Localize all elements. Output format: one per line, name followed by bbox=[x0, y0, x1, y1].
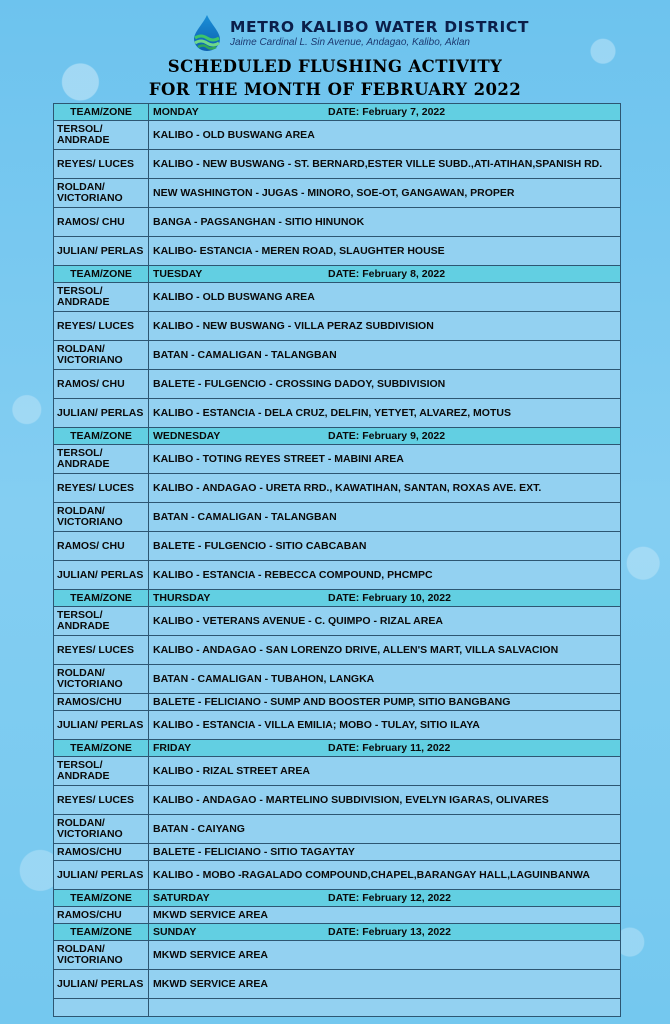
table-row bbox=[54, 150, 620, 179]
team-cell: ROLDAN/ VICTORIANO bbox=[54, 503, 149, 531]
team-cell: TERSOL/ ANDRADE bbox=[54, 607, 149, 635]
empty-cell bbox=[149, 999, 620, 1016]
table-row bbox=[54, 532, 620, 561]
page-title: SCHEDULED FLUSHING ACTIVITY bbox=[167, 57, 503, 76]
team-cell: REYES/ LUCES bbox=[54, 474, 149, 502]
team-cell: JULIAN/ PERLAS bbox=[54, 970, 149, 998]
area-cell: KALIBO - ESTANCIA - REBECCA COMPOUND, PHCMPC bbox=[153, 569, 433, 581]
table-row bbox=[54, 312, 620, 341]
team-cell: ROLDAN/ VICTORIANO bbox=[54, 941, 149, 969]
area-cell: BALETE - FELICIANO - SUMP AND BOOSTER PUMP, SITIO BANGBANG bbox=[153, 696, 511, 708]
day-date-cell bbox=[149, 590, 620, 606]
team-zone-header: TEAM/ZONE bbox=[54, 740, 149, 756]
table-row bbox=[54, 607, 620, 636]
area-cell: KALIBO - OLD BUSWANG AREA bbox=[153, 291, 315, 303]
day-name: TUESDAY bbox=[153, 268, 203, 280]
team-zone-header: TEAM/ZONE bbox=[54, 924, 149, 940]
area-cell: BATAN - CAIYANG bbox=[153, 823, 245, 835]
team-zone-header: TEAM/ZONE bbox=[54, 104, 149, 120]
empty-footer-row bbox=[54, 999, 620, 1016]
area-cell: BALETE - FULGENCIO - SITIO CABCABAN bbox=[153, 540, 367, 552]
team-cell: REYES/ LUCES bbox=[54, 150, 149, 178]
team-cell: RAMOS/CHU bbox=[54, 844, 149, 860]
team-cell: JULIAN/ PERLAS bbox=[54, 399, 149, 427]
area-cell: KALIBO - ESTANCIA - VILLA EMILIA; MOBO - TULAY, SITIO ILAYA bbox=[153, 719, 480, 731]
team-cell: JULIAN/ PERLAS bbox=[54, 711, 149, 739]
team-cell: ROLDAN/ VICTORIANO bbox=[54, 665, 149, 693]
day-date-cell bbox=[149, 740, 620, 756]
table-row bbox=[54, 179, 620, 208]
day-name: SUNDAY bbox=[153, 926, 197, 938]
day-header-row bbox=[54, 428, 620, 445]
team-cell: REYES/ LUCES bbox=[54, 312, 149, 340]
area-cell: KALIBO- ESTANCIA - MEREN ROAD, SLAUGHTER HOUSE bbox=[153, 245, 445, 257]
team-cell: TERSOL/ ANDRADE bbox=[54, 445, 149, 473]
team-cell: RAMOS/ CHU bbox=[54, 532, 149, 560]
area-cell: NEW WASHINGTON - JUGAS - MINORO, SOE-OT, GANGAWAN, PROPER bbox=[153, 187, 515, 199]
day-date-cell bbox=[149, 104, 620, 120]
table-row bbox=[54, 815, 620, 844]
table-row bbox=[54, 503, 620, 532]
area-cell: BANGA - PAGSANGHAN - SITIO HINUNOK bbox=[153, 216, 365, 228]
area-cell: MKWD SERVICE AREA bbox=[153, 978, 268, 990]
table-row bbox=[54, 341, 620, 370]
schedule-date: DATE: February 7, 2022 bbox=[328, 106, 446, 118]
area-cell: KALIBO - VETERANS AVENUE - C. QUIMPO - RIZAL AREA bbox=[153, 615, 443, 627]
flushing-schedule-table bbox=[53, 103, 621, 1017]
day-header-row bbox=[54, 924, 620, 941]
schedule-date: DATE: February 8, 2022 bbox=[328, 268, 446, 280]
area-cell: KALIBO - NEW BUSWANG - VILLA PERAZ SUBDIVISION bbox=[153, 320, 434, 332]
day-header-row bbox=[54, 890, 620, 907]
area-cell: KALIBO - NEW BUSWANG - ST. BERNARD,ESTER VILLE SUBD.,ATI-ATIHAN,SPANISH RD. bbox=[153, 158, 603, 170]
team-cell: JULIAN/ PERLAS bbox=[54, 237, 149, 265]
area-cell: BATAN - CAMALIGAN - TUBAHON, LANGKA bbox=[153, 673, 375, 685]
table-row bbox=[54, 757, 620, 786]
table-row bbox=[54, 121, 620, 150]
empty-cell bbox=[54, 999, 149, 1016]
team-cell: RAMOS/ CHU bbox=[54, 370, 149, 398]
table-row bbox=[54, 399, 620, 428]
area-cell: BATAN - CAMALIGAN - TALANGBAN bbox=[153, 511, 337, 523]
team-cell: ROLDAN/ VICTORIANO bbox=[54, 815, 149, 843]
table-row bbox=[54, 283, 620, 312]
table-row bbox=[54, 907, 620, 924]
day-header-row bbox=[54, 740, 620, 757]
area-cell: BATAN - CAMALIGAN - TALANGBAN bbox=[153, 349, 337, 361]
table-row bbox=[54, 694, 620, 711]
team-cell: TERSOL/ ANDRADE bbox=[54, 283, 149, 311]
schedule-date: DATE: February 11, 2022 bbox=[328, 742, 451, 754]
table-row bbox=[54, 370, 620, 399]
table-row bbox=[54, 786, 620, 815]
area-cell: KALIBO - RIZAL STREET AREA bbox=[153, 765, 310, 777]
team-zone-header: TEAM/ZONE bbox=[54, 890, 149, 906]
team-cell: RAMOS/CHU bbox=[54, 694, 149, 710]
area-cell: KALIBO - MOBO -RAGALADO COMPOUND,CHAPEL,BARANGAY HALL,LAGUINBANWA bbox=[153, 869, 590, 881]
day-header-row bbox=[54, 266, 620, 283]
table-row bbox=[54, 711, 620, 740]
area-cell: KALIBO - ANDAGAO - MARTELINO SUBDIVISION, EVELYN IGARAS, OLIVARES bbox=[153, 794, 549, 806]
area-cell: KALIBO - ANDAGAO - URETA RRD., KAWATIHAN, SANTAN, ROXAS AVE. EXT. bbox=[153, 482, 542, 494]
area-cell: KALIBO - TOTING REYES STREET - MABINI AREA bbox=[153, 453, 404, 465]
water-drop-logo-icon bbox=[192, 14, 222, 52]
table-row bbox=[54, 941, 620, 970]
area-cell: BALETE - FELICIANO - SITIO TAGAYTAY bbox=[153, 846, 355, 858]
area-cell: KALIBO - ESTANCIA - DELA CRUZ, DELFIN, YETYET, ALVAREZ, MOTUS bbox=[153, 407, 511, 419]
page-subtitle: FOR THE MONTH OF FEBRUARY 2022 bbox=[148, 80, 522, 99]
area-cell: BALETE - FULGENCIO - CROSSING DADOY, SUBDIVISION bbox=[153, 378, 446, 390]
area-cell: MKWD SERVICE AREA bbox=[153, 949, 268, 961]
table-row bbox=[54, 665, 620, 694]
schedule-date: DATE: February 10, 2022 bbox=[328, 592, 451, 604]
day-name: WEDNESDAY bbox=[153, 430, 221, 442]
organization-address: Jaime Cardinal L. Sin Avenue, Andagao, Kalibo, Aklan bbox=[230, 37, 470, 48]
team-cell: ROLDAN/ VICTORIANO bbox=[54, 341, 149, 369]
team-cell: REYES/ LUCES bbox=[54, 636, 149, 664]
day-header-row bbox=[54, 590, 620, 607]
day-header-row bbox=[54, 104, 620, 121]
table-row bbox=[54, 208, 620, 237]
day-date-cell bbox=[149, 890, 620, 906]
organization-name: METRO KALIBO WATER DISTRICT bbox=[230, 18, 530, 36]
page-header bbox=[0, 12, 670, 52]
table-row bbox=[54, 636, 620, 665]
day-date-cell bbox=[149, 924, 620, 940]
team-cell: RAMOS/ CHU bbox=[54, 208, 149, 236]
team-cell: JULIAN/ PERLAS bbox=[54, 861, 149, 889]
area-cell: MKWD SERVICE AREA bbox=[153, 909, 268, 921]
table-row bbox=[54, 445, 620, 474]
schedule-date: DATE: February 9, 2022 bbox=[328, 430, 446, 442]
area-cell: KALIBO - ANDAGAO - SAN LORENZO DRIVE, ALLEN'S MART, VILLA SALVACION bbox=[153, 644, 559, 656]
day-name: SATURDAY bbox=[153, 892, 210, 904]
table-row bbox=[54, 237, 620, 266]
team-cell: JULIAN/ PERLAS bbox=[54, 561, 149, 589]
day-date-cell bbox=[149, 266, 620, 282]
table-row bbox=[54, 861, 620, 890]
area-cell: KALIBO - OLD BUSWANG AREA bbox=[153, 129, 315, 141]
day-name: FRIDAY bbox=[153, 742, 192, 754]
day-name: MONDAY bbox=[153, 106, 199, 118]
team-cell: ROLDAN/ VICTORIANO bbox=[54, 179, 149, 207]
team-cell: TERSOL/ ANDRADE bbox=[54, 757, 149, 785]
table-row bbox=[54, 844, 620, 861]
team-cell: RAMOS/CHU bbox=[54, 907, 149, 923]
team-cell: REYES/ LUCES bbox=[54, 786, 149, 814]
table-row bbox=[54, 474, 620, 503]
table-row bbox=[54, 561, 620, 590]
team-cell: TERSOL/ ANDRADE bbox=[54, 121, 149, 149]
day-name: THURSDAY bbox=[153, 592, 211, 604]
team-zone-header: TEAM/ZONE bbox=[54, 428, 149, 444]
team-zone-header: TEAM/ZONE bbox=[54, 266, 149, 282]
table-row bbox=[54, 970, 620, 999]
schedule-date: DATE: February 13, 2022 bbox=[328, 926, 451, 938]
day-date-cell bbox=[149, 428, 620, 444]
team-zone-header: TEAM/ZONE bbox=[54, 590, 149, 606]
schedule-date: DATE: February 12, 2022 bbox=[328, 892, 451, 904]
